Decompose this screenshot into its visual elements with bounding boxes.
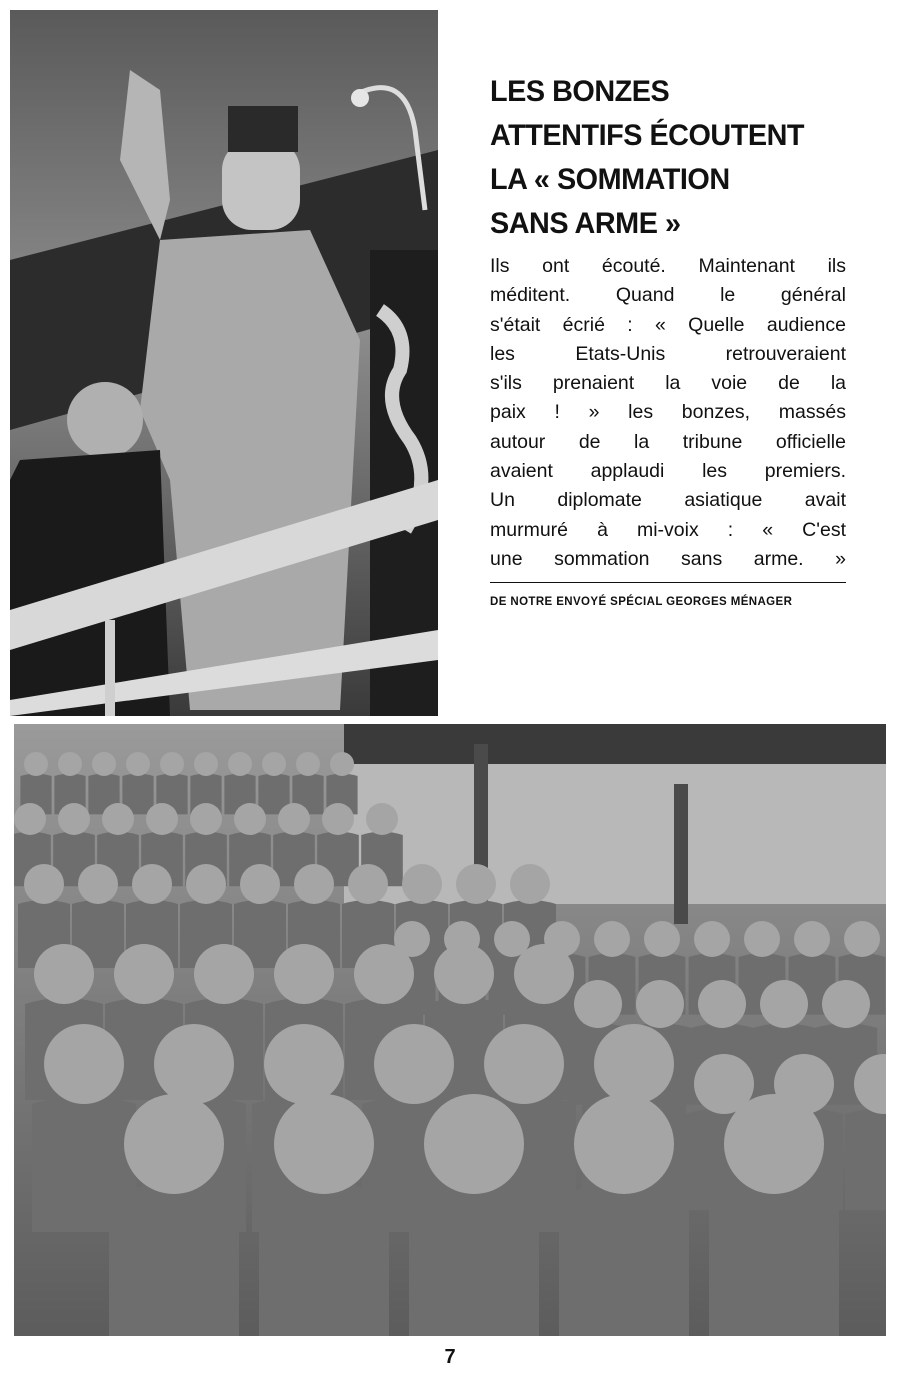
monk-head xyxy=(132,864,172,904)
monk-head xyxy=(58,752,82,776)
body-line: murmuré à mi-voix : « C'est xyxy=(490,518,846,541)
monk-head xyxy=(794,921,830,957)
monk-head xyxy=(14,803,46,835)
monk-head xyxy=(24,864,64,904)
monk-head xyxy=(694,921,730,957)
monk-head xyxy=(348,864,388,904)
article-body xyxy=(490,252,846,574)
monk-head xyxy=(58,803,90,835)
headline-line: LES BONZES xyxy=(490,75,670,108)
monk-head xyxy=(194,752,218,776)
headline-line: LA « SOMMATION xyxy=(490,163,730,196)
photo-general-illustration xyxy=(10,10,438,716)
article-headline xyxy=(490,70,836,246)
monk-head xyxy=(262,752,286,776)
monk-robe xyxy=(709,1184,839,1336)
monk-head xyxy=(34,944,94,1004)
monk-head xyxy=(574,980,622,1028)
monk-head xyxy=(760,980,808,1028)
monk-head xyxy=(366,803,398,835)
monk-head xyxy=(456,864,496,904)
body-line: méditent. Quand le général xyxy=(490,284,846,307)
photo-monks-illustration xyxy=(14,724,886,1336)
monk-head xyxy=(278,803,310,835)
monk-head xyxy=(296,752,320,776)
monk-head xyxy=(124,1094,224,1194)
body-line: avaient applaudi les premiers. xyxy=(490,460,846,483)
monk-head xyxy=(194,944,254,1004)
monk-head xyxy=(126,752,150,776)
monk-head xyxy=(24,752,48,776)
monk-head xyxy=(114,944,174,1004)
monk-head xyxy=(186,864,226,904)
monk-head xyxy=(744,921,780,957)
byline-divider xyxy=(490,582,846,583)
monk-head xyxy=(644,921,680,957)
body-line: les Etats-Unis retrouveraient xyxy=(490,342,846,365)
monk-head xyxy=(228,752,252,776)
monk-head xyxy=(274,944,334,1004)
monk-head xyxy=(264,1024,344,1104)
monk-head xyxy=(724,1094,824,1194)
monk-head xyxy=(698,980,746,1028)
monk-head xyxy=(294,864,334,904)
monk-head xyxy=(574,1094,674,1194)
monk-robe xyxy=(409,1184,539,1336)
monk-head xyxy=(594,921,630,957)
body-line: une sommation sans arme. » xyxy=(490,547,846,570)
headline-line: SANS ARME » xyxy=(490,207,681,240)
monk-head xyxy=(822,980,870,1028)
monk-head xyxy=(374,1024,454,1104)
monk-head xyxy=(274,1094,374,1194)
monk-head xyxy=(434,944,494,1004)
monk-head xyxy=(484,1024,564,1104)
monk-head xyxy=(160,752,184,776)
monk-robe xyxy=(259,1184,389,1336)
monk-head xyxy=(594,1024,674,1104)
monk-head xyxy=(92,752,116,776)
monk-head xyxy=(44,1024,124,1104)
photo-general-at-tribune xyxy=(10,10,438,716)
monk-head xyxy=(514,944,574,1004)
body-line: paix ! » les bonzes, massés xyxy=(490,401,846,424)
monk-head xyxy=(402,864,442,904)
monk-head xyxy=(102,803,134,835)
monk-head xyxy=(234,803,266,835)
body-line: s'était écrié : « Quelle audience xyxy=(490,313,846,336)
photo-monks-audience xyxy=(14,724,886,1336)
article-byline: DE NOTRE ENVOYÉ SPÉCIAL GEORGES MÉNAGER xyxy=(490,596,793,608)
monk-head xyxy=(636,980,684,1028)
monk-robe xyxy=(109,1184,239,1336)
monk-head xyxy=(240,864,280,904)
monk-robe xyxy=(845,1108,886,1210)
page-number: 7 xyxy=(444,1346,456,1368)
monk-robe xyxy=(559,1184,689,1336)
monk-head xyxy=(354,944,414,1004)
body-line: Ils ont écouté. Maintenant ils xyxy=(490,255,846,277)
headline-line: ATTENTIFS ÉCOUTENT xyxy=(490,119,805,152)
monk-head xyxy=(78,864,118,904)
body-line: Un diplomate asiatique avait xyxy=(490,489,846,512)
body-line: s'ils prenaient la voie de la xyxy=(490,372,846,395)
monk-head xyxy=(844,921,880,957)
monk-head xyxy=(330,752,354,776)
monk-head xyxy=(510,864,550,904)
monk-head xyxy=(154,1024,234,1104)
monk-head xyxy=(146,803,178,835)
body-line: autour de la tribune officielle xyxy=(490,430,846,453)
monk-head xyxy=(322,803,354,835)
monk-head xyxy=(424,1094,524,1194)
monk-head xyxy=(190,803,222,835)
